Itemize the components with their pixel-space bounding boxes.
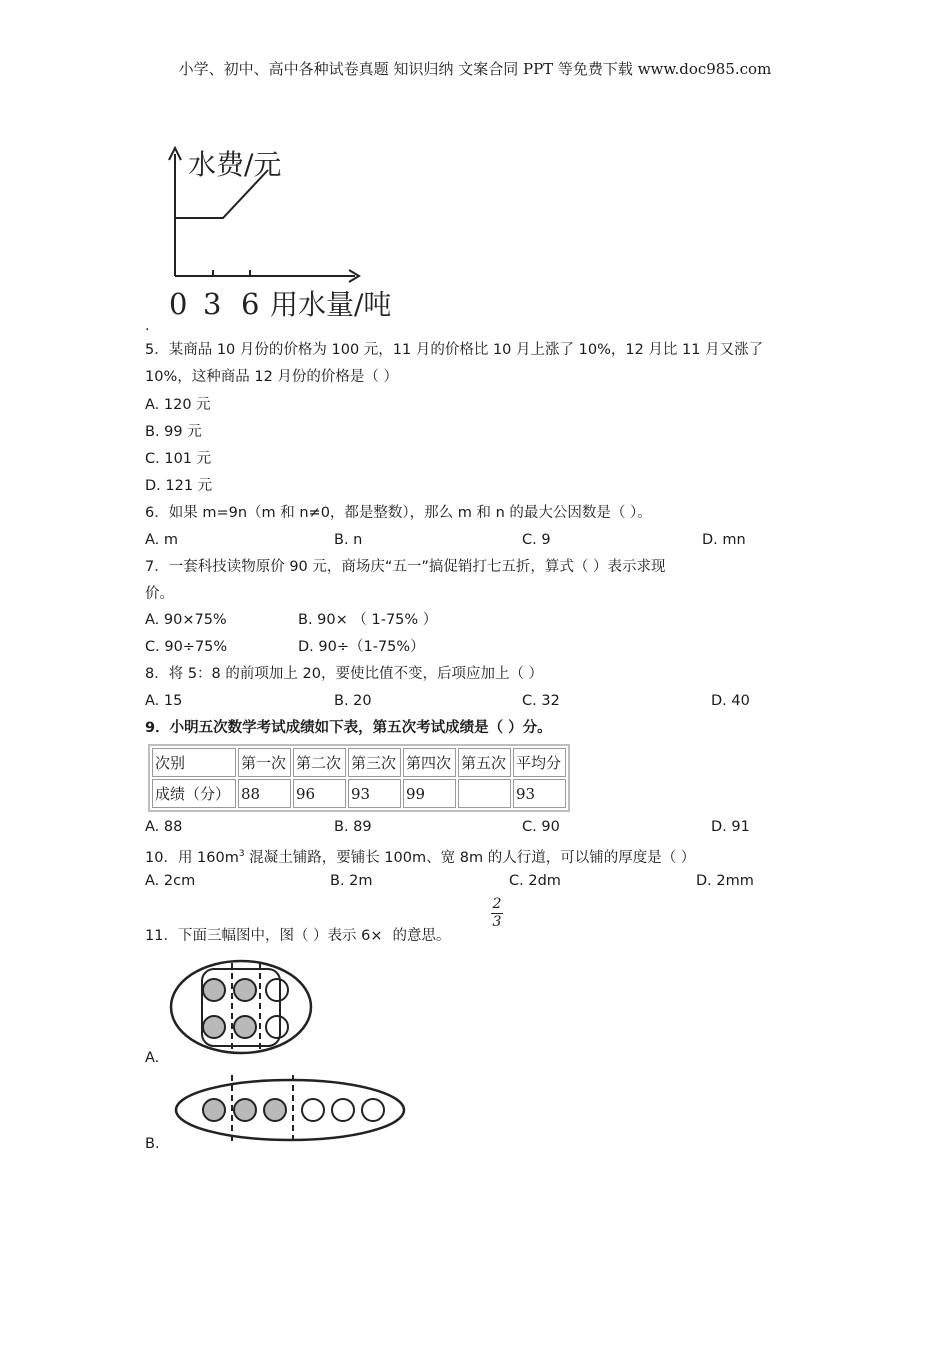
q8-option-b: B. 20	[334, 693, 372, 709]
empty-circle	[302, 1099, 324, 1121]
figure-b	[173, 1073, 413, 1148]
table-cell: 成绩（分）	[152, 779, 236, 808]
table-cell: 88	[238, 779, 291, 808]
table-row	[152, 779, 566, 808]
q7-option-b: B. 90× （ 1-75% ）	[298, 612, 438, 628]
q11-label-a: A.	[145, 1050, 160, 1066]
shaded-circle	[203, 1016, 225, 1038]
q7-option-c: C. 90÷75%	[145, 639, 228, 655]
tick-label-6: 6	[241, 287, 260, 321]
q9-option-a: A. 88	[145, 819, 183, 835]
q9-stem: 9．小明五次数学考试成绩如下表，第五次考试成绩是（ ）分。	[145, 720, 552, 736]
table-header-cell: 第四次	[403, 748, 456, 777]
q10-stem	[145, 844, 695, 868]
q5-line2: 10%，这种商品 12 月份的价格是（ ）	[145, 369, 399, 385]
table-cell: 96	[293, 779, 346, 808]
shaded-circle	[234, 1016, 256, 1038]
water-fee-graph	[160, 138, 435, 328]
fraction-numerator: 2	[492, 896, 502, 912]
q9-option-d: D. 91	[711, 819, 750, 835]
q5-option-b: B. 99 元	[145, 424, 202, 440]
q7-line1: 7．一套科技读物原价 90 元，商场庆“五一”搞促销打七五折，算式（ ）表示求现	[145, 559, 666, 575]
empty-circle	[332, 1099, 354, 1121]
table-header-cell: 第五次	[458, 748, 511, 777]
table-header-row	[152, 748, 566, 777]
q8-option-c: C. 32	[522, 693, 560, 709]
table-header-cell: 第一次	[238, 748, 291, 777]
fraction-denominator: 3	[492, 914, 502, 930]
q7-option-d: D. 90÷（1-75%）	[298, 639, 425, 655]
table-header-cell: 次别	[152, 748, 236, 777]
q11-label-b: B.	[145, 1136, 160, 1152]
empty-circle	[362, 1099, 384, 1121]
q5-option-d: D. 121 元	[145, 478, 213, 494]
q10-superscript: 3	[238, 849, 245, 859]
q9-option-b: B. 89	[334, 819, 372, 835]
q6-option-d: D. mn	[702, 532, 746, 548]
tick-label-0: 0	[169, 287, 188, 321]
q11-stem-pre: 11．下面三幅图中，图（ ）表示 6×	[145, 928, 383, 944]
figure-a	[166, 955, 316, 1060]
empty-circle	[266, 979, 288, 1001]
table-cell	[458, 779, 511, 808]
table-cell: 93	[348, 779, 401, 808]
q10-stem-post: 混凝土铺路，要铺长 100m、宽 8m 的人行道，可以铺的厚度是（ ）	[244, 849, 696, 866]
q10-stem-pre: 10．用 160m	[145, 849, 239, 866]
table-header-cell: 平均分	[513, 748, 566, 777]
tick-label-3: 3	[203, 287, 222, 321]
table-header-cell: 第三次	[348, 748, 401, 777]
q7-option-a: A. 90×75%	[145, 612, 227, 628]
q11-stem-post: 的意思。	[392, 928, 451, 944]
q10-option-b: B. 2m	[330, 873, 373, 889]
q10-option-d: D. 2mm	[696, 873, 754, 889]
table-header-cell: 第二次	[293, 748, 346, 777]
shaded-circle	[234, 979, 256, 1001]
q7-line2: 价。	[145, 586, 174, 602]
q9-option-c: C. 90	[522, 819, 560, 835]
q6-option-b: B. n	[334, 532, 363, 548]
page-header: 小学、初中、高中各种试卷真题 知识归纳 文案合同 PPT 等免费下载 www.doc985.com	[178, 60, 772, 78]
q8-option-a: A. 15	[145, 693, 183, 709]
empty-circle	[266, 1016, 288, 1038]
q8-stem: 8．将 5：8 的前项加上 20，要使比值不变，后项应加上（ ）	[145, 666, 544, 682]
q6-option-c: C. 9	[522, 532, 551, 548]
table-cell: 99	[403, 779, 456, 808]
q5-option-a: A. 120 元	[145, 397, 211, 413]
shaded-circle	[234, 1099, 256, 1121]
q6-stem: 6．如果 m=9n（m 和 n≠0，都是整数），那么 m 和 n 的最大公因数是（ ）。	[145, 505, 652, 521]
shaded-circle	[264, 1099, 286, 1121]
scores-table	[148, 744, 570, 812]
shaded-circle	[203, 1099, 225, 1121]
table-cell: 93	[513, 779, 566, 808]
fraction-two-thirds	[491, 896, 503, 931]
q11-stem	[145, 926, 451, 946]
q8-option-d: D. 40	[711, 693, 750, 709]
x-axis-label: 用水量/吨	[270, 288, 392, 321]
q5-option-c: C. 101 元	[145, 451, 212, 467]
graph-dot: .	[145, 318, 150, 334]
y-axis-label: 水费/元	[188, 148, 282, 181]
q5-line1: 5．某商品 10 月份的价格为 100 元，11 月的价格比 10 月上涨了 10%，12 月比 11 月又涨了	[145, 342, 764, 358]
q10-option-a: A. 2cm	[145, 873, 196, 889]
q6-option-a: A. m	[145, 532, 179, 548]
shaded-circle	[203, 979, 225, 1001]
q10-option-c: C. 2dm	[509, 873, 561, 889]
figure-a-ellipse	[171, 961, 311, 1053]
